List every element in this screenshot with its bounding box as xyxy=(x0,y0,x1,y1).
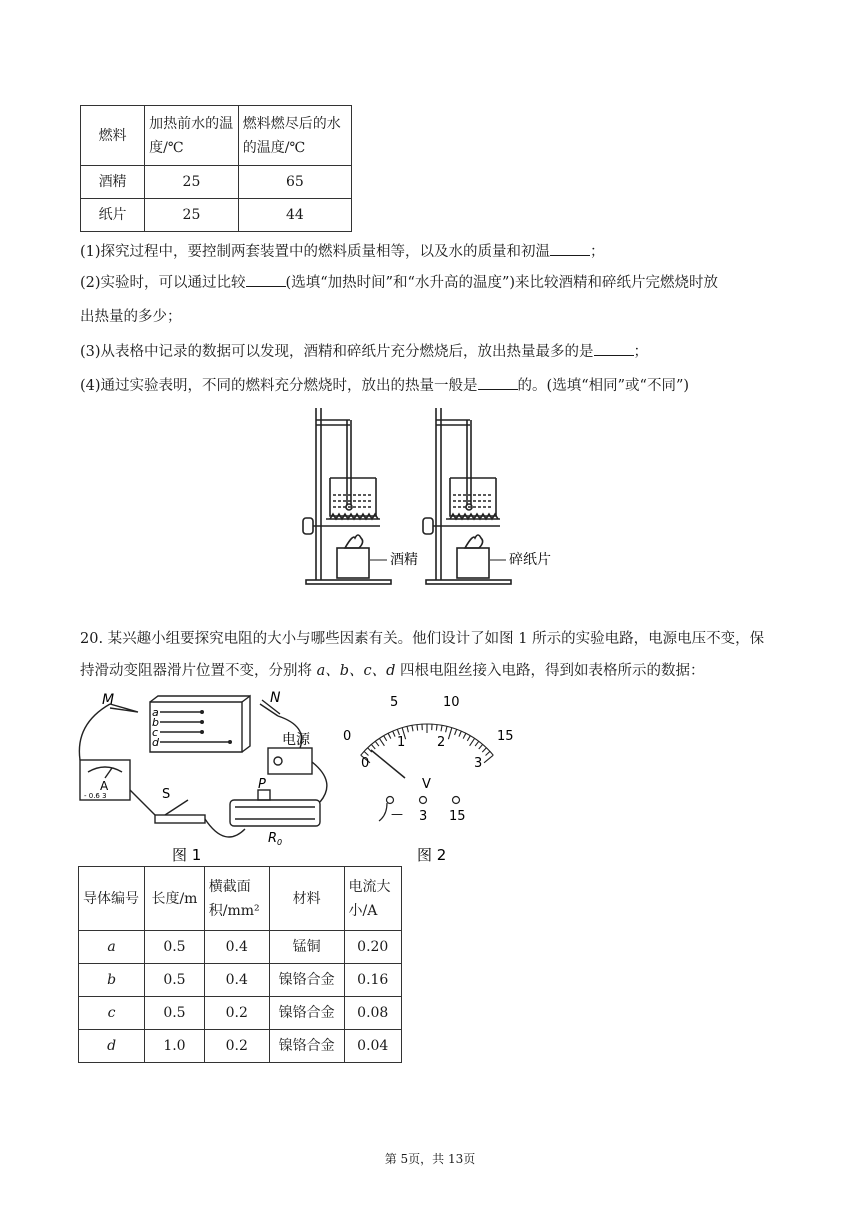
question-20-line-2: 持滑动变阻器滑片位置不变，分别将 a、b、c、d 四根电阻丝接入电路，得到如表格所示的数据： xyxy=(80,663,705,679)
wire-c: c xyxy=(152,726,159,739)
dial-tick xyxy=(407,726,408,732)
answer-blank xyxy=(478,375,518,390)
upper-tick-label: 5 xyxy=(390,695,399,710)
unit-label: V xyxy=(422,777,431,792)
dial-tick xyxy=(417,725,418,731)
dial-tick xyxy=(384,736,387,741)
fuel-table xyxy=(80,105,352,232)
dial-tick xyxy=(463,733,466,738)
power-label: 电源 xyxy=(282,732,310,748)
dial-tick xyxy=(482,748,486,752)
ammeter-terminals: - 0.6 3 xyxy=(84,792,107,800)
pointer-needle xyxy=(371,750,405,778)
dial-tick xyxy=(371,744,375,749)
answer-blank xyxy=(246,272,286,287)
table-header: 燃料 xyxy=(81,106,145,166)
dial-tick xyxy=(448,728,451,739)
dial-tick xyxy=(446,726,447,732)
answer-blank xyxy=(594,341,634,356)
wire-b: b xyxy=(152,716,159,729)
dial-tick xyxy=(459,731,461,737)
upper-tick-label: 15 xyxy=(497,729,514,744)
dial-tick xyxy=(475,741,479,746)
question-20-line-1: 20. 某兴趣小组要探究电阻的大小与哪些因素有关。他们设计了如图 1 所示的实验电路，电源电压不变，保 xyxy=(80,631,765,647)
wire-a: a xyxy=(152,706,159,719)
clip-N: N xyxy=(270,690,281,706)
question-19-part-3: (3)从表格中记录的数据可以发现，酒精和碎纸片充分燃烧后，放出热量最多的是 ； xyxy=(80,341,648,363)
dial-tick xyxy=(412,725,413,731)
rheostat-label: $R_0$ xyxy=(268,831,283,847)
dial-tick xyxy=(467,736,470,741)
table-header: 燃料燃尽后的水的温度/℃ xyxy=(238,106,351,166)
table-header: 长度/m xyxy=(145,867,205,931)
circuit-figure-1 xyxy=(70,690,340,865)
terminal-label: 3 xyxy=(419,809,428,824)
voltmeter-figure-2 xyxy=(335,690,525,865)
dial-tick xyxy=(364,751,368,755)
figure-2-caption: 图 2 xyxy=(417,846,447,864)
dial-tick xyxy=(393,731,395,737)
dial-tick xyxy=(388,733,391,738)
table-row: b 0.5 0.4 镍铬合金 0.16 xyxy=(79,964,402,997)
dial-tick xyxy=(441,725,442,731)
lower-tick-label: 2 xyxy=(437,735,446,750)
dial-tick xyxy=(484,755,493,763)
resistance-table xyxy=(78,866,402,1063)
lower-tick-label: 0 xyxy=(361,756,370,771)
label-alcohol: 酒精 xyxy=(390,552,418,568)
label-paper: 碎纸片 xyxy=(509,552,551,568)
terminal-label: 15 xyxy=(449,809,466,824)
upper-tick-label: 10 xyxy=(443,695,460,710)
table-row: 酒精 25 65 xyxy=(81,166,352,199)
question-19-part-2-continued: 出热量的多少； xyxy=(80,309,182,325)
figure-1-caption: 图 1 xyxy=(172,846,202,864)
wire-d: d xyxy=(152,736,159,749)
page-footer: 第 5页，共 13页 xyxy=(384,1152,476,1166)
dial-tick xyxy=(436,725,437,731)
clip-M: M xyxy=(102,692,115,708)
dial-tick xyxy=(486,751,490,755)
table-header: 电流大小/A xyxy=(344,867,401,931)
dial-tick xyxy=(375,741,379,746)
table-row: d 1.0 0.2 镍铬合金 0.04 xyxy=(79,1030,402,1063)
question-19-part-2: (2)实验时，可以通过比较 (选填“加热时间”和“水升高的温度”)来比较酒精和碎纸片完燃烧时放 xyxy=(80,272,718,294)
question-19-part-1: (1)探究过程中，要控制两套装置中的燃料质量相等，以及水的质量和初温 ； xyxy=(80,241,605,263)
switch-label: S xyxy=(162,787,171,802)
dial-tick xyxy=(455,729,457,735)
heating-apparatus-figure xyxy=(290,400,580,590)
slider-label: P xyxy=(258,777,266,792)
table-row: c 0.5 0.2 镍铬合金 0.08 xyxy=(79,997,402,1030)
table-row: a 0.5 0.4 锰铜 0.20 xyxy=(79,931,402,964)
table-header: 加热前水的温度/℃ xyxy=(145,106,239,166)
answer-blank xyxy=(550,241,590,256)
upper-tick-label: 0 xyxy=(343,729,352,744)
terminal-label: — xyxy=(391,807,403,821)
question-19-part-4: (4)通过实验表明，不同的燃料充分燃烧时，放出的热量一般是 的。(选填“相同”或“不同”) xyxy=(80,375,689,397)
table-header: 横截面积/mm² xyxy=(204,867,269,931)
lower-tick-label: 3 xyxy=(474,756,483,771)
table-row: 纸片 25 44 xyxy=(81,199,352,232)
ammeter-label: A xyxy=(100,779,109,793)
table-header: 材料 xyxy=(269,867,344,931)
lower-tick-label: 1 xyxy=(397,735,406,750)
dial-tick xyxy=(479,744,483,749)
table-header: 导体编号 xyxy=(79,867,145,931)
dial-tick xyxy=(379,738,384,745)
dial-tick xyxy=(470,738,475,745)
